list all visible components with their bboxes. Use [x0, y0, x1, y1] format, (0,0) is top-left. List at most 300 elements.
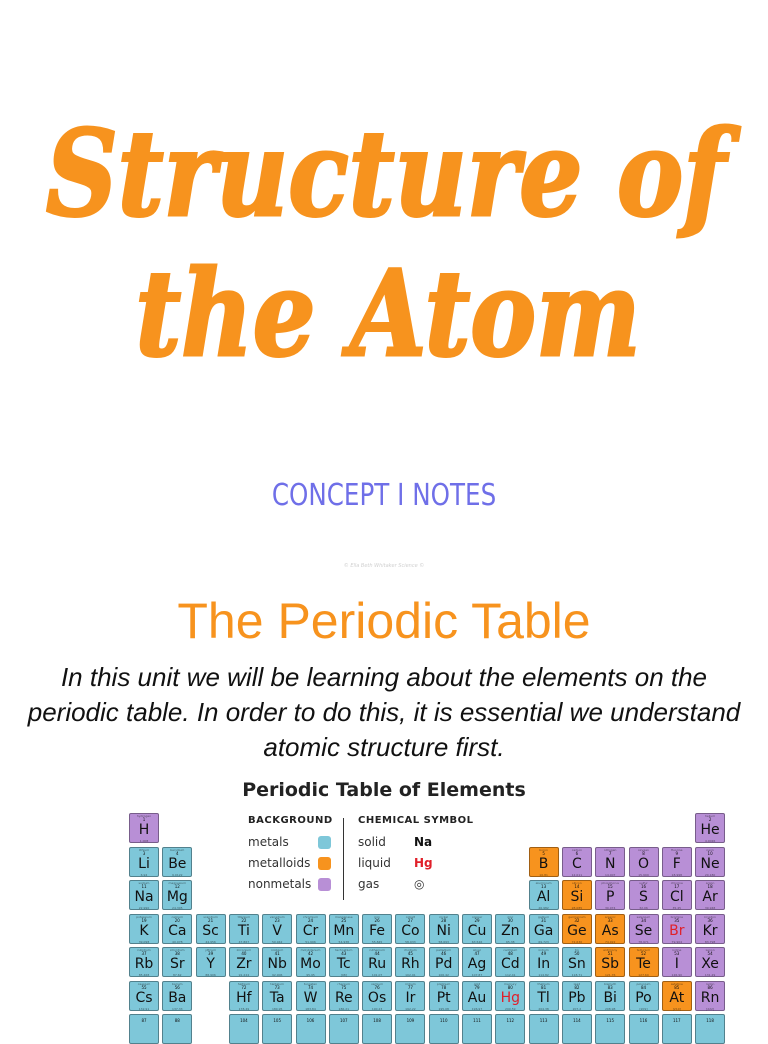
element-cell: [529, 880, 559, 910]
atomic-mass: 106.42: [438, 973, 449, 977]
element-cell: [529, 981, 559, 1011]
element-symbol: Cr: [302, 922, 319, 939]
element-symbol: Si: [570, 889, 584, 905]
element-symbol: Cl: [669, 889, 684, 905]
legend-background-heading: BACKGROUND: [248, 815, 333, 826]
element-name: mercury: [504, 981, 517, 986]
atomic-number: 45: [407, 951, 413, 956]
atomic-mass: 15.999: [638, 872, 649, 877]
element-cell: [362, 947, 392, 977]
element-cell: [562, 880, 592, 910]
atomic-number: 77: [407, 984, 413, 990]
atomic-number: 53: [674, 951, 680, 956]
atomic-mass: 74.922: [604, 939, 616, 944]
element-cell: [129, 981, 159, 1011]
atomic-number: 35: [674, 917, 680, 923]
element-cell: [595, 880, 625, 910]
atomic-mass: 26.982: [538, 906, 549, 910]
atomic-mass: 20.180: [704, 872, 716, 877]
element-cell: [262, 981, 292, 1011]
atomic-mass: 72.630: [571, 939, 583, 944]
atomic-mass: 132.91: [138, 1006, 150, 1011]
element-cell: [429, 947, 459, 977]
element-cell: [395, 981, 425, 1011]
atomic-number: 79: [474, 984, 480, 990]
element-name: lithium: [138, 847, 150, 852]
element-cell: [395, 1014, 425, 1044]
element-name: thallium: [537, 981, 550, 986]
atomic-mass: 50.942: [271, 939, 283, 944]
element-cell: [629, 880, 659, 910]
legend-label: metals: [248, 835, 289, 849]
element-name: germanium: [568, 914, 586, 919]
element-name: helium: [704, 814, 716, 818]
element-name: potassium: [136, 914, 152, 919]
element-symbol: Pb: [568, 989, 586, 1006]
element-symbol: Fe: [369, 922, 386, 939]
atomic-mass: 6.94: [140, 872, 148, 877]
element-cell: [629, 1014, 659, 1044]
element-symbol: Zn: [501, 922, 520, 939]
element-symbol: Te: [636, 956, 651, 972]
atomic-number: 46: [441, 951, 447, 956]
atomic-mass: 196.97: [471, 1006, 483, 1011]
element-cell: [329, 947, 359, 977]
element-cell: [296, 947, 326, 977]
atomic-mass: 65.38: [506, 939, 515, 944]
element-cell: [662, 847, 692, 877]
atomic-mass: 9.0122: [172, 872, 183, 877]
atomic-number: 13: [541, 884, 547, 889]
element-name: osmium: [371, 981, 384, 986]
atomic-number: 108: [373, 1018, 381, 1023]
element-cell: [695, 880, 725, 910]
element-name: sulfur: [639, 881, 648, 885]
atomic-number: 114: [573, 1018, 581, 1023]
atomic-number: 14: [574, 884, 580, 889]
element-cell: [662, 1014, 692, 1044]
atomic-number: 117: [672, 1018, 681, 1023]
element-symbol: Cd: [500, 956, 520, 972]
atomic-mass: 58.693: [438, 939, 449, 944]
element-symbol: Tl: [537, 989, 550, 1006]
element-name: radon: [705, 981, 715, 986]
atomic-mass: 88.906: [205, 973, 216, 977]
element-cell: [562, 914, 592, 944]
atomic-mass: 12.011: [571, 872, 583, 877]
element-cell: [196, 947, 226, 977]
atomic-number: 32: [574, 917, 580, 923]
section-heading: The Periodic Table: [177, 593, 591, 649]
atomic-number: 25: [341, 917, 347, 923]
atomic-number: 116: [639, 1018, 648, 1023]
element-name: oxygen: [638, 847, 649, 852]
element-cell: [162, 847, 192, 877]
atomic-number: 48: [507, 951, 513, 956]
atomic-mass: 24.305: [172, 906, 183, 910]
legend-label: solid: [358, 835, 386, 849]
element-name: boron: [539, 847, 548, 852]
atomic-number: 8: [642, 850, 645, 856]
element-name: sodium: [138, 881, 150, 885]
atomic-mass: 192.22: [405, 1006, 416, 1011]
atomic-mass: 183.84: [305, 1006, 316, 1011]
element-name: molybdenum: [300, 948, 321, 952]
element-name: gallium: [538, 914, 550, 919]
element-symbol: Rn: [700, 989, 720, 1006]
atomic-mass: 1.008: [139, 839, 149, 843]
element-cell: [429, 914, 459, 944]
element-cell: [229, 947, 259, 977]
atomic-mass: 40.078: [172, 939, 183, 944]
element-name: rhenium: [337, 981, 351, 986]
atomic-number: 38: [174, 951, 180, 956]
atomic-mass: 4.0026: [704, 839, 716, 843]
element-name: gold: [473, 981, 481, 986]
element-cell: [262, 914, 292, 944]
atomic-number: 33: [607, 917, 613, 923]
element-cell: [362, 981, 392, 1011]
element-cell: [595, 914, 625, 944]
element-name: carbon: [571, 847, 583, 852]
atomic-mass: 28.085: [571, 906, 583, 910]
atomic-number: 87: [141, 1018, 147, 1023]
atomic-number: 27: [407, 917, 413, 923]
atomic-number: 16: [640, 884, 647, 889]
atomic-number: 2: [708, 817, 712, 822]
element-name: copper: [471, 914, 483, 919]
atomic-mass: 91.224: [238, 973, 250, 977]
element-cell: [329, 1014, 359, 1044]
atomic-mass: 200.59: [505, 1006, 516, 1011]
atomic-number: 54: [707, 951, 713, 956]
element-symbol: O: [637, 855, 650, 872]
atomic-number: 75: [341, 984, 347, 990]
element-name: arsenic: [604, 914, 616, 919]
element-cell: [629, 947, 659, 977]
element-cell: [495, 981, 525, 1011]
element-symbol: Y: [206, 956, 215, 972]
element-name: iron: [374, 914, 380, 919]
atomic-number: 11: [141, 884, 147, 889]
atomic-number: 73: [274, 984, 280, 990]
element-cell: [129, 813, 159, 843]
element-name: beryllium: [170, 847, 185, 852]
element-symbol: I: [674, 956, 679, 972]
element-symbol: S: [639, 889, 648, 905]
element-symbol: B: [538, 855, 549, 872]
element-name: bismuth: [604, 981, 617, 986]
element-cell: [495, 947, 525, 977]
atomic-mass: [209]: [639, 1006, 648, 1011]
atomic-number: 31: [541, 917, 547, 923]
element-name: fluorine: [671, 847, 683, 852]
atomic-mass: 10.81: [539, 872, 548, 877]
element-symbol: Na: [134, 889, 154, 905]
atomic-mass: 79.904: [671, 939, 683, 944]
atomic-number: 9: [675, 850, 679, 856]
atomic-number: 5: [542, 850, 545, 856]
atomic-mass: 121.76: [604, 973, 616, 977]
element-cell: [662, 880, 692, 910]
atomic-number: 34: [640, 917, 647, 923]
element-symbol: Cs: [135, 989, 153, 1006]
atomic-number: 23: [274, 917, 280, 923]
atomic-mass: 55.845: [371, 939, 383, 944]
element-name: hydrogen: [136, 814, 152, 818]
element-symbol: Be: [168, 855, 187, 872]
legend-metalloids: [248, 853, 340, 874]
atomic-mass: 178.49: [238, 1006, 250, 1011]
atomic-mass: 95.95: [306, 973, 315, 977]
element-name: krypton: [704, 914, 716, 919]
element-name: barium: [171, 981, 183, 986]
element-symbol: Kr: [702, 922, 718, 939]
element-cell: [329, 914, 359, 944]
atomic-number: 19: [141, 917, 147, 923]
element-symbol: Cu: [467, 922, 487, 939]
nonmetal-swatch: [318, 878, 331, 891]
atomic-mass: 208.98: [604, 1006, 616, 1011]
element-symbol: Hg: [500, 989, 520, 1006]
element-symbol: Ge: [567, 922, 587, 939]
element-name: rubidium: [137, 948, 151, 952]
element-name: antimony: [603, 948, 618, 952]
element-cell: [462, 947, 492, 977]
element-cell: [129, 1014, 159, 1044]
element-symbol: Re: [334, 989, 353, 1006]
element-symbol: Sn: [568, 956, 586, 972]
atomic-number: 47: [474, 951, 480, 956]
element-name: aluminium: [535, 881, 552, 885]
element-cell: [495, 914, 525, 944]
element-symbol: Os: [367, 989, 387, 1006]
element-name: rhodium: [404, 948, 417, 952]
atomic-number: 80: [507, 984, 513, 990]
element-cell: [262, 1014, 292, 1044]
atomic-mass: [222]: [706, 1006, 715, 1011]
atomic-number: 51: [607, 951, 613, 956]
atomic-mass: 51.996: [305, 939, 316, 944]
element-name: nickel: [439, 914, 449, 919]
atomic-mass: 44.956: [205, 939, 216, 944]
element-cell: [695, 847, 725, 877]
element-cell: [129, 880, 159, 910]
atomic-number: 72: [241, 984, 247, 990]
atomic-number: 115: [606, 1018, 614, 1023]
element-symbol: F: [672, 855, 681, 872]
element-symbol: Ta: [269, 989, 285, 1006]
watermark: © Ella Beth Whitaker Science ©: [343, 563, 425, 569]
element-symbol: In: [537, 956, 551, 972]
legend-background: [248, 815, 340, 895]
atomic-number: 1: [142, 817, 146, 822]
element-cell: [595, 1014, 625, 1044]
atomic-number: 109: [406, 1018, 415, 1023]
element-name: iridium: [405, 981, 416, 986]
element-symbol: Mo: [300, 956, 321, 972]
legend-nonmetals: [248, 874, 340, 895]
element-cell: [162, 880, 192, 910]
atomic-number: 78: [441, 984, 447, 990]
atomic-number: 6: [575, 850, 579, 856]
atomic-mass: 39.948: [704, 906, 716, 910]
element-symbol: Ag: [467, 956, 487, 972]
element-name: astatine: [670, 981, 683, 986]
element-symbol: Pd: [435, 956, 453, 972]
atomic-mass: 207.2: [572, 1006, 582, 1011]
legend-label: metalloids: [248, 856, 311, 870]
element-name: lead: [573, 981, 581, 986]
element-symbol: Al: [536, 889, 551, 905]
element-symbol: Co: [401, 922, 420, 939]
element-cell: [229, 1014, 259, 1044]
element-symbol: Ne: [700, 855, 720, 872]
atomic-number: 17: [674, 884, 680, 889]
element-name: chlorine: [670, 881, 683, 885]
element-cell: [662, 914, 692, 944]
element-cell: [229, 914, 259, 944]
element-cell: [529, 947, 559, 977]
element-symbol: At: [669, 989, 685, 1006]
element-cell: [662, 947, 692, 977]
atomic-number: 118: [706, 1018, 714, 1023]
element-name: silver: [472, 948, 482, 952]
element-name: vanadium: [269, 914, 285, 919]
atomic-number: 3: [142, 850, 146, 856]
gas-symbol: ◎: [414, 877, 425, 891]
atomic-mass: 32.06: [639, 906, 648, 910]
atomic-mass: 118.71: [571, 973, 583, 977]
atomic-mass: 18.998: [671, 872, 683, 877]
atomic-number: 74: [307, 984, 314, 990]
element-cell: [529, 847, 559, 877]
atomic-number: 36: [707, 917, 713, 923]
element-name: selenium: [636, 914, 651, 919]
element-symbol: W: [303, 989, 318, 1006]
element-name: tungsten: [303, 981, 318, 986]
element-symbol: He: [700, 822, 720, 838]
atomic-number: 112: [506, 1018, 515, 1023]
atomic-mass: 78.971: [638, 939, 649, 944]
element-name: tellurium: [636, 948, 651, 952]
atomic-mass: [98]: [340, 973, 347, 977]
legend-solid: [358, 832, 478, 853]
element-cell: [129, 947, 159, 977]
element-name: titanium: [237, 914, 251, 919]
element-name: manganese: [335, 914, 353, 919]
atomic-number: 42: [307, 951, 314, 956]
element-symbol: Ar: [702, 889, 718, 905]
atomic-mass: 69.723: [538, 939, 549, 944]
element-name: phosphorus: [601, 881, 619, 885]
element-symbol: Sb: [601, 956, 620, 972]
element-name: tantalum: [270, 981, 284, 986]
element-cell: [595, 981, 625, 1011]
element-cell: [129, 847, 159, 877]
element-name: iodine: [672, 948, 682, 952]
element-cell: [695, 914, 725, 944]
element-symbol: Se: [634, 922, 653, 939]
element-cell: [329, 981, 359, 1011]
title-graphic: [0, 0, 768, 400]
element-name: magnesium: [168, 881, 187, 885]
element-cell: [629, 847, 659, 877]
atomic-number: 110: [439, 1018, 448, 1023]
element-symbol: Mg: [166, 889, 188, 905]
element-cell: [562, 981, 592, 1011]
atomic-mass: 195.08: [438, 1006, 449, 1011]
element-symbol: Xe: [701, 956, 719, 972]
element-cell: [429, 1014, 459, 1044]
element-symbol: Ir: [405, 989, 416, 1006]
element-cell: [196, 914, 226, 944]
metalloid-swatch: [318, 857, 331, 870]
element-cell: [629, 981, 659, 1011]
element-cell: [362, 1014, 392, 1044]
element-cell: [695, 813, 725, 843]
legend-symbol: [358, 815, 478, 895]
atomic-number: 88: [174, 1018, 180, 1023]
element-symbol: Au: [467, 989, 487, 1006]
element-cell: [129, 914, 159, 944]
element-cell: [462, 1014, 492, 1044]
atomic-number: 107: [339, 1018, 348, 1023]
legend-label: gas: [358, 877, 380, 891]
element-name: platinum: [437, 981, 451, 986]
element-name: argon: [705, 881, 715, 885]
atomic-number: 104: [240, 1018, 248, 1023]
element-symbol: Ga: [533, 922, 554, 939]
element-cell: [162, 947, 192, 977]
atomic-mass: 83.798: [704, 939, 716, 944]
element-symbol: K: [139, 922, 149, 939]
atomic-mass: 22.990: [138, 906, 150, 910]
element-symbol: Pt: [436, 989, 451, 1006]
atomic-number: 7: [608, 850, 612, 856]
atomic-mass: 102.91: [405, 973, 416, 977]
element-name: xenon: [705, 948, 715, 952]
title-line-1: Structure of: [46, 104, 741, 243]
element-name: polonium: [636, 981, 651, 986]
element-name: ruthenium: [369, 948, 385, 952]
atomic-number: 15: [607, 884, 613, 889]
legend-divider: [343, 818, 344, 900]
atomic-mass: 190.23: [371, 1006, 383, 1011]
element-name: tin: [574, 948, 579, 952]
atomic-number: 56: [174, 984, 180, 990]
atomic-mass: 39.098: [138, 939, 150, 944]
legend-label: nonmetals: [248, 877, 312, 891]
intro-paragraph: In this unit we will be learning about the elements on the periodic table. In order to do this, it is essential we understand atomic structure first.: [27, 662, 741, 762]
element-cell: [429, 981, 459, 1011]
atomic-number: 29: [474, 917, 480, 923]
element-symbol: As: [601, 922, 619, 939]
atomic-number: 50: [574, 951, 580, 956]
atomic-mass: 101.07: [371, 973, 383, 977]
atomic-number: 10: [707, 850, 713, 856]
element-cell: [395, 914, 425, 944]
element-symbol: Hf: [236, 989, 252, 1006]
atomic-number: 111: [473, 1018, 481, 1023]
element-cell: [462, 914, 492, 944]
element-name: neon: [706, 847, 714, 852]
atomic-number: 105: [273, 1018, 281, 1023]
atomic-number: 81: [541, 984, 547, 990]
atomic-number: 43: [341, 951, 347, 956]
atomic-mass: 127.60: [638, 973, 649, 977]
element-cell: [229, 981, 259, 1011]
